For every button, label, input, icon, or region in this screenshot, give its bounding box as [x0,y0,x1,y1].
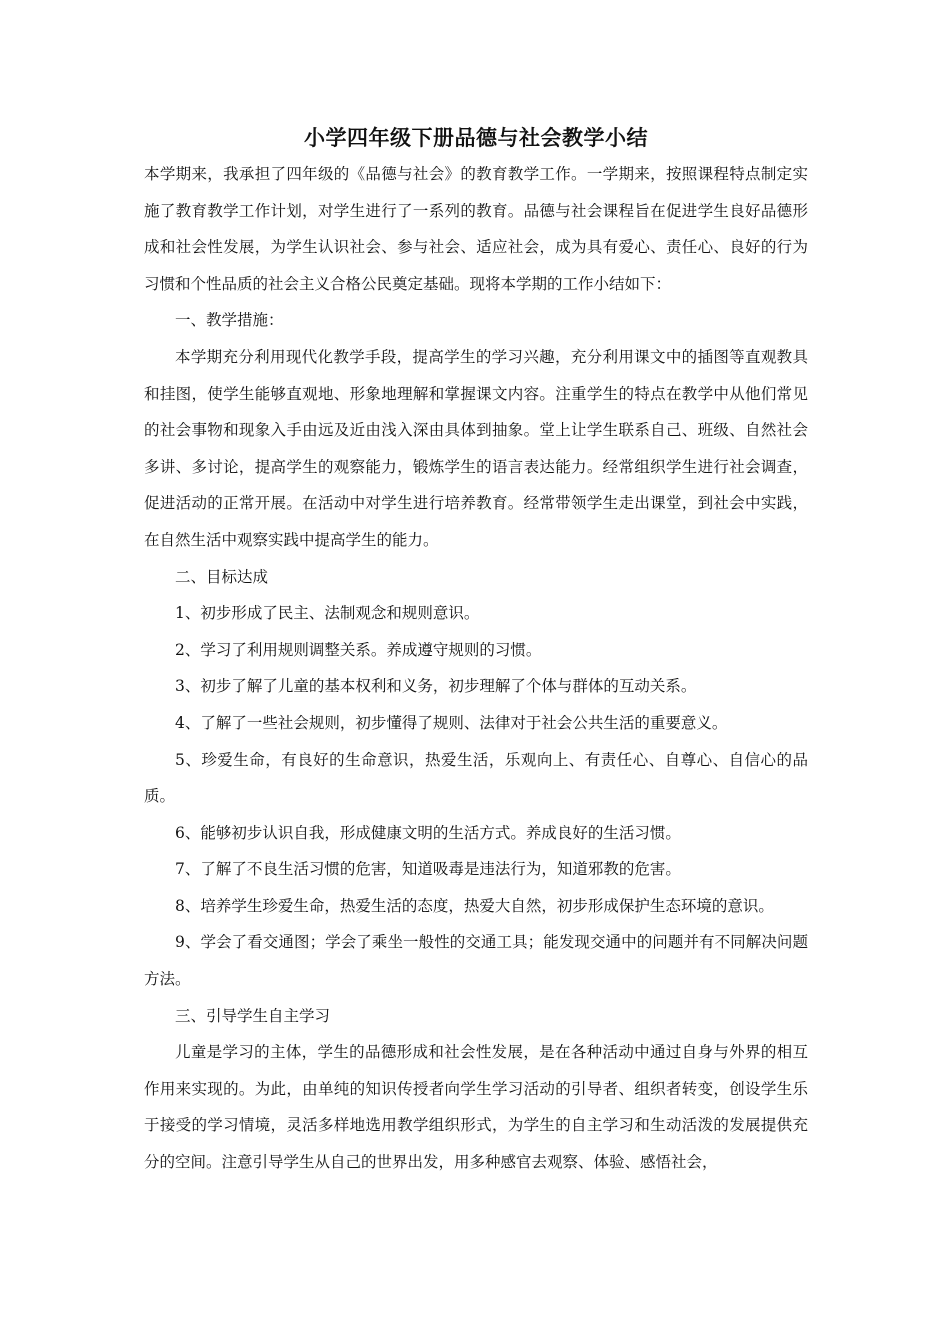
paragraph: 4、了解了一些社会规则，初步懂得了规则、法律对于社会公共生活的重要意义。 [175,713,728,732]
paragraph: 7、了解了不良生活习惯的危害，知道吸毒是违法行为，知道邪教的危害。 [175,860,681,879]
document-body [144,120,808,1181]
document-title: 小学四年级下册品德与社会教学小结 [304,125,648,150]
paragraph: 5、珍爱生命，有良好的生命意识，热爱生活，乐观向上、有责任心、自尊心、自信心的品质。 [144,750,808,806]
paragraph: 3、初步了解了儿童的基本权利和义务，初步理解了个体与群体的互动关系。 [175,677,697,696]
paragraph: 8、培养学生珍爱生命，热爱生活的态度，热爱大自然，初步形成保护生态环境的意识。 [175,896,774,915]
paragraph: 一、教学措施： [175,311,284,330]
paragraph: 9、学会了看交通图；学会了乘坐一般性的交通工具；能发现交通中的问题并有不同解决问题方法。 [144,933,808,989]
paragraph: 1、初步形成了民主、法制观念和规则意识。 [175,604,480,623]
paragraph: 2、学习了利用规则调整关系。养成遵守规则的习惯。 [175,640,542,659]
paragraph: 本学期充分利用现代化教学手段，提高学生的学习兴趣，充分利用课文中的插图等直观教具和挂图，使学生能够直观地、形象地理解和掌握课文内容。注重学生的特点在教学中从他们常见的社会事物和现象入手由远及近由浅入深由具体到抽象。堂上让学生联系自己、班级、自然社会多讲、多讨论，提高学生的观察能力，锻炼学生的语言表达能力。经常组织学生进行社会调查，促进活动的正常开展。在活动中对学生进行培养教育。经常带领学生走出课堂，到社会中实践，在自然生活中观察实践中提高学生的能力。 [144,347,808,549]
paragraph: 6、能够初步认识自我，形成健康文明的生活方式。养成良好的生活习惯。 [175,823,681,842]
paragraph: 本学期来，我承担了四年级的《品德与社会》的教育教学工作。一学期来，按照课程特点制定实施了教育教学工作计划，对学生进行了一系列的教育。品德与社会课程旨在促进学生良好品德形成和社会性发展，为学生认识社会、参与社会、适应社会，成为具有爱心、责任心、良好的行为习惯和个性品质的社会主义合格公民奠定基础。现将本学期的工作小结如下： [144,165,808,293]
paragraph: 二、目标达成 [175,567,269,586]
paragraph-list [144,156,808,1181]
paragraph: 三、引导学生自主学习 [175,1006,331,1025]
paragraph: 儿童是学习的主体，学生的品德形成和社会性发展，是在各种活动中通过自身与外界的相互作用来实现的。为此，由单纯的知识传授者向学生学习活动的引导者、组织者转变，创设学生乐于接受的学习情境，灵活多样地选用教学组织形式，为学生的自主学习和生动活泼的发展提供充分的空间。注意引导学生从自己的世界出发，用多种感官去观察、体验、感悟社会， [144,1043,808,1172]
